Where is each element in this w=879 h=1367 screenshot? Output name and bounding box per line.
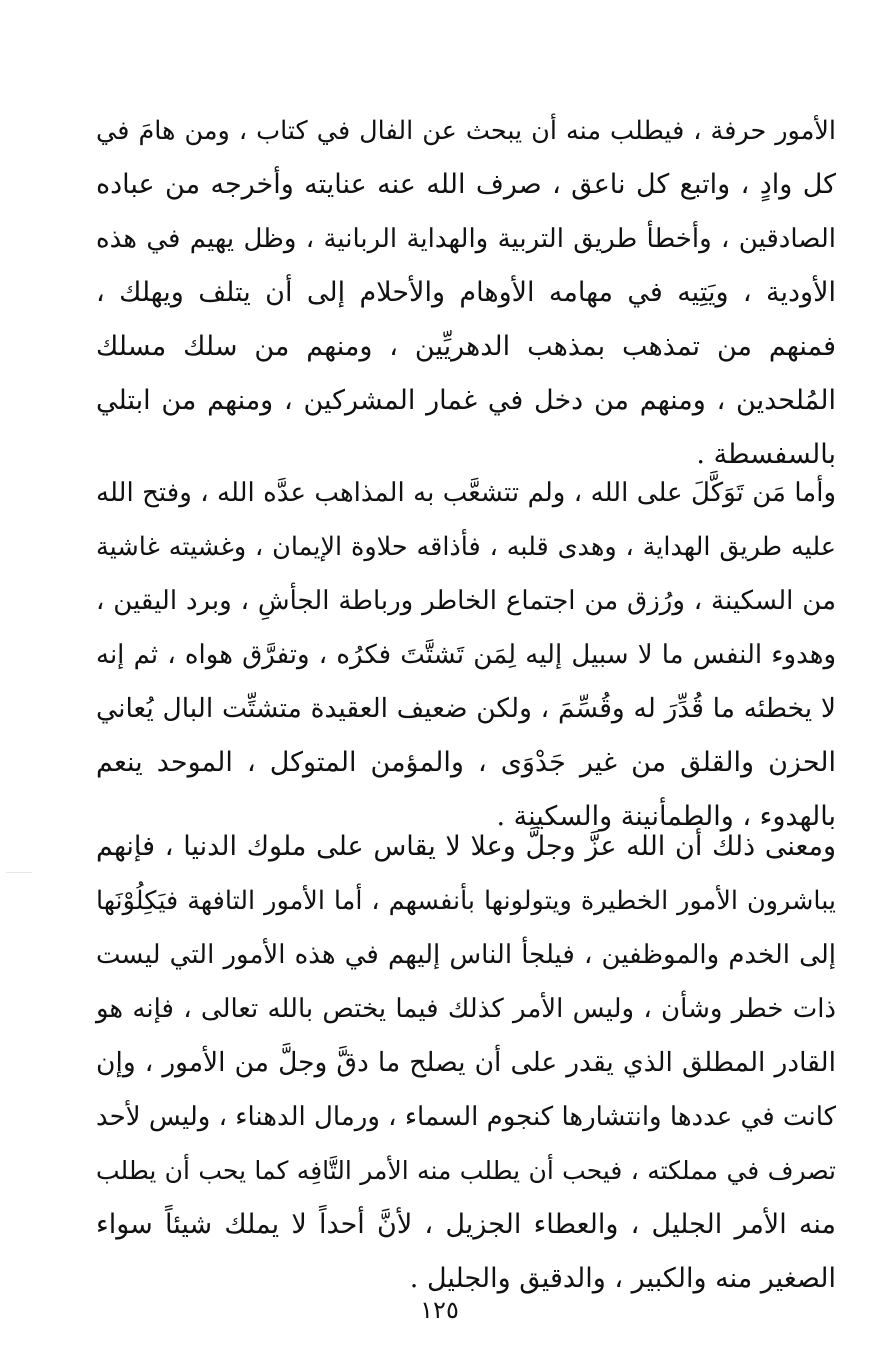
text-line: الصادقين ، وأخطأ طريق التربية والهداية الربانية ، وظل يهيم في هذه [96, 224, 836, 254]
paragraph-3 [96, 820, 836, 1306]
text-line: منه الأمر الجليل ، والعطاء الجزيل ، لأنَّ أحداً لا يملك شيئاً سواء [96, 1209, 836, 1240]
text-line: بالسفسطة . [696, 439, 836, 470]
text-line: ذات خطر وشأن ، وليس الأمر كذلك فيما يختص بالله تعالى ، فإنه هو [96, 994, 836, 1024]
page-number: ١٢٥ [420, 1296, 459, 1324]
paragraph-1 [96, 104, 836, 482]
text-line: كل وادٍ ، واتبع كل ناعق ، صرف الله عنه عنايته وأخرجه من عباده [96, 169, 836, 200]
text-line: كانت في عددها وانتشارها كنجوم السماء ، ورمال الدهناء ، وليس لأحد [96, 1102, 836, 1132]
text-line: وهدوء النفس ما لا سبيل إليه لِمَن تَشتَّتَ فكرُه ، وتفرَّق هواه ، ثم إنه [96, 640, 836, 670]
text-line: القادر المطلق الذي يقدر على أن يصلح ما دقَّ وجلَّ من الأمور ، وإن [96, 1047, 836, 1078]
text-line: فمنهم من تمذهب بمذهب الدهريِّين ، ومنهم من سلك مسلك [96, 331, 836, 362]
text-line: عليه طريق الهداية ، وهدى قلبه ، فأذاقه حلاوة الإيمان ، وغشيته غاشية [96, 532, 836, 562]
margin-mark [6, 872, 32, 873]
text-line: من السكينة ، ورُزق من اجتماع الخاطر ورباطة الجأشِ ، وبرد اليقين ، [96, 586, 836, 616]
text-line: ومعنى ذلك أن الله عزَّ وجلَّ وعلا لا يقاس على ملوك الدنيا ، فإنهم [96, 831, 836, 862]
text-line: الحزن والقلق من غير جَدْوَى ، والمؤمن المتوكل ، الموحد ينعم [96, 747, 836, 778]
paragraph-2 [96, 466, 836, 844]
text-line: بالهدوء ، والطمأنينة والسكينة . [496, 801, 836, 832]
text-line: وأما مَن تَوَكَّلَ على الله ، ولم تتشعَّب به المذاهب عدَّه الله ، وفتح الله [96, 478, 836, 508]
text-line: الأودية ، ويَتِيه في مهامه الأوهام والأحلام إلى أن يتلف ويهلك ، [96, 277, 836, 308]
text-line: إلى الخدم والموظفين ، فيلجأ الناس إليهم في هذه الأمور التي ليست [96, 940, 836, 970]
text-line: يباشرون الأمور الخطيرة ويتولونها بأنفسهم ، أما الأمور التافهة فيَكِلُوْنَها [96, 886, 836, 916]
text-line: لا يخطئه ما قُدِّرَ له وقُسِّمَ ، ولكن ضعيف العقيدة متشتِّت البال يُعاني [96, 693, 836, 724]
text-line: الصغير منه والكبير ، والدقيق والجليل . [409, 1263, 836, 1294]
text-line: الأمور حرفة ، فيطلب منه أن يبحث عن الفال في كتاب ، ومن هامَ في [96, 116, 836, 146]
text-line: المُلحدين ، ومنهم من دخل في غمار المشركين ، ومنهم من ابتلي [96, 385, 836, 416]
text-line: تصرف في مملكته ، فيحب أن يطلب منه الأمر التَّافِه كما يحب أن يطلب [96, 1156, 836, 1185]
